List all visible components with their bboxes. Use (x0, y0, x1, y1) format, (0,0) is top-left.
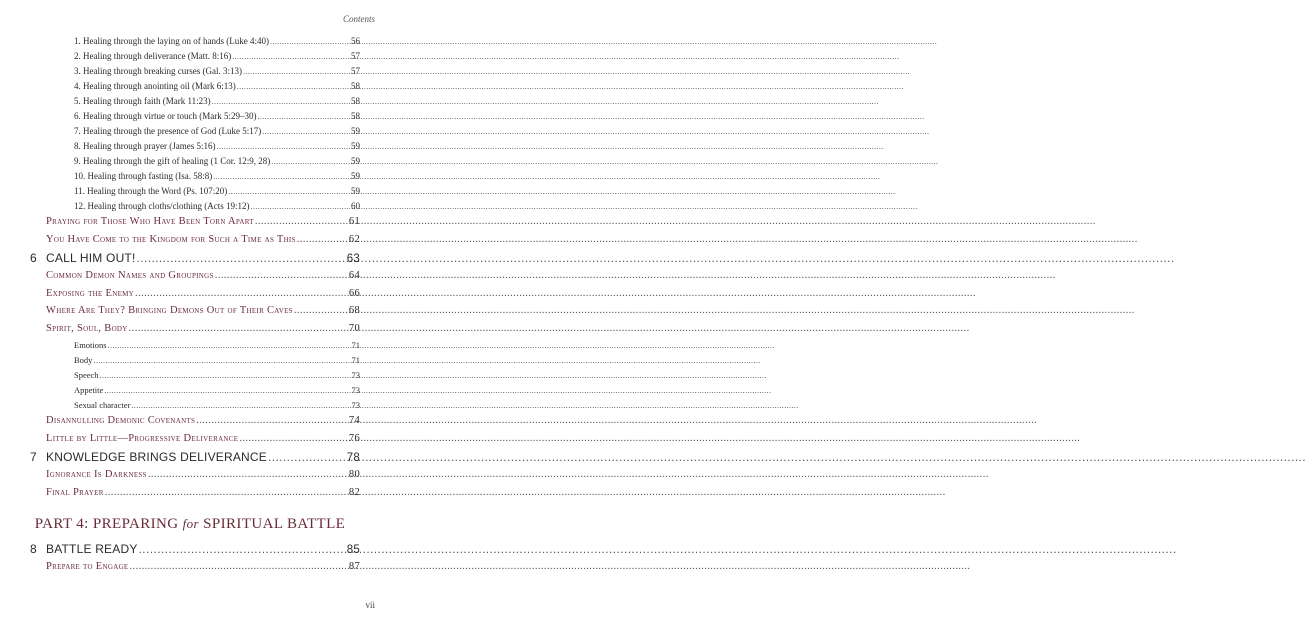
toc-entry[interactable]: 12. Healing through cloths/clothing (Acts 19:12) ..... 60 (30, 201, 360, 216)
page-number: 59 (351, 126, 360, 136)
toc-entry[interactable]: 6. Healing through virtue or touch (Mark 5:29–30) ..... 58 (30, 111, 360, 126)
page-number: 87 (348, 561, 360, 572)
healing-list (30, 36, 360, 216)
dot-leader (294, 305, 348, 316)
dot-leader (257, 112, 350, 121)
dot-leader (262, 127, 350, 136)
dot-leader (271, 157, 350, 166)
toc-entry[interactable]: 10. Healing through fasting (Isa. 58:8) ..... 59 (30, 171, 360, 186)
toc-section[interactable]: Praying for Those Who Have Been Torn Apart ..... 61 (30, 216, 360, 234)
toc-entry[interactable]: 9. Healing through the gift of healing (1 Cor. 12:9, 28) ..... 59 (30, 156, 360, 171)
toc-entry[interactable]: 4. Healing through anointing oil (Mark 6:13) ..... 58 (30, 81, 360, 96)
page-number: 85 (346, 544, 360, 556)
table-of-contents (30, 36, 360, 579)
dot-leader (268, 450, 346, 464)
page-number: 60 (351, 201, 360, 211)
toc-entry[interactable]: 3. Healing through breaking curses (Gal. 3:13) ..... 57 (30, 66, 360, 81)
toc-section[interactable]: Disannulling Demonic Covenants ..... 74 (30, 415, 360, 433)
toc-entry[interactable]: 8. Healing through prayer (James 5:16) ..... 59 (30, 141, 360, 156)
toc-subentry[interactable]: Emotions ..... 71 (30, 340, 360, 355)
dot-leader (129, 323, 348, 334)
toc-section[interactable]: You Have Come to the Kingdom for Such a Time as This ..... 62 (30, 234, 360, 252)
chapter-6[interactable] (30, 251, 360, 270)
dot-leader (148, 469, 348, 480)
chapter-title: KNOWLEDGE BRINGS DELIVERANCE (46, 450, 267, 464)
dot-leader (270, 37, 350, 46)
toc-entry[interactable]: 2. Healing through deliverance (Matt. 8:16) ..... 57 (30, 51, 360, 66)
dot-leader (93, 356, 350, 365)
dot-leader (237, 82, 350, 91)
page-number: 57 (351, 66, 360, 76)
dot-leader (212, 97, 350, 106)
page-number: 71 (351, 355, 360, 365)
page-number: 58 (351, 96, 360, 106)
folio-page-number: vii (365, 600, 375, 610)
toc-section[interactable]: Little by Little—Progressive Deliverance ..... 76 (30, 433, 360, 451)
dot-leader (243, 67, 350, 76)
chapter-number: 8 (30, 542, 37, 556)
page-number: 76 (348, 432, 360, 444)
page-number: 63 (346, 253, 360, 265)
dot-leader (297, 234, 348, 245)
toc-subentry[interactable]: Sexual character ..... 73 (30, 400, 360, 415)
toc-entry[interactable]: 1. Healing through the laying on of hands (Luke 4:40) ..... 56 (30, 36, 360, 51)
page-number: 73 (351, 385, 360, 395)
dot-leader (139, 542, 346, 556)
dot-leader (196, 415, 348, 426)
page-number: 66 (348, 287, 360, 299)
toc-section[interactable]: Final Prayer ..... 82 (30, 487, 360, 505)
dot-leader (250, 202, 350, 211)
chapter-7[interactable] (30, 450, 360, 469)
toc-subentry[interactable]: Speech ..... 73 (30, 370, 360, 385)
page-number: 59 (351, 186, 360, 196)
page-number: 64 (348, 270, 360, 281)
dot-leader (216, 142, 350, 151)
dot-leader (100, 371, 351, 380)
running-head: Contents (342, 14, 375, 24)
chapter-number: 6 (30, 251, 37, 265)
toc-page (0, 0, 403, 640)
dot-leader (130, 561, 348, 572)
page-number: 59 (351, 141, 360, 151)
dot-leader (104, 386, 350, 395)
toc-subentry[interactable]: Appetite ..... 73 (30, 385, 360, 400)
page-number: 62 (348, 233, 360, 245)
dot-leader (108, 341, 351, 350)
page-number: 58 (351, 81, 360, 91)
toc-entry[interactable]: 11. Healing through the Word (Ps. 107:20) ..... 59 (30, 186, 360, 201)
page-number: 73 (351, 370, 360, 380)
chapter-title: CALL HIM OUT! (46, 251, 136, 265)
toc-section[interactable]: Prepare to Engage ..... 87 (30, 561, 360, 579)
chapter-number: 7 (30, 450, 37, 464)
chapter-8[interactable] (30, 542, 360, 561)
toc-entry[interactable]: 5. Healing through faith (Mark 11:23) ..... 58 (30, 96, 360, 111)
page-number: 58 (351, 111, 360, 121)
chapter-title: BATTLE READY (46, 542, 138, 556)
page-number: 59 (351, 156, 360, 166)
page-number: 68 (348, 305, 360, 316)
page-number: 57 (351, 51, 360, 61)
page-number: 73 (351, 400, 360, 410)
page-number: 71 (351, 340, 360, 350)
dot-leader (135, 288, 348, 299)
dot-leader (105, 487, 348, 498)
toc-section[interactable]: Spirit, Soul, Body ..... 70 (30, 323, 360, 341)
dot-leader (255, 216, 348, 227)
toc-subentry[interactable]: Body ..... 71 (30, 355, 360, 370)
dot-leader (215, 270, 348, 281)
dot-leader (213, 172, 350, 181)
page-number: 70 (348, 322, 360, 334)
toc-section[interactable]: Ignorance Is Darkness ..... 80 (30, 469, 360, 487)
dot-leader (232, 52, 350, 61)
page-number: 78 (346, 452, 360, 464)
part-4-heading[interactable]: PART 4: PREPARING for SPIRITUAL BATTLE (34, 516, 346, 532)
page-number: 56 (351, 36, 360, 46)
toc-section[interactable]: Where Are They? Bringing Demons Out of Their Caves ..... 68 (30, 305, 360, 323)
dot-leader (137, 251, 346, 265)
page-number: 61 (348, 216, 360, 227)
dot-leader (131, 401, 350, 410)
toc-entry[interactable]: 7. Healing through the presence of God (Luke 5:17) ..... 59 (30, 126, 360, 141)
page-number: 80 (348, 469, 360, 480)
page-number: 59 (351, 171, 360, 181)
toc-section[interactable]: Common Demon Names and Groupings ..... 64 (30, 270, 360, 288)
dot-leader (228, 187, 350, 196)
page-number: 82 (348, 486, 360, 498)
page-number: 74 (348, 415, 360, 426)
dot-leader (239, 433, 348, 444)
toc-section[interactable]: Exposing the Enemy ..... 66 (30, 288, 360, 306)
